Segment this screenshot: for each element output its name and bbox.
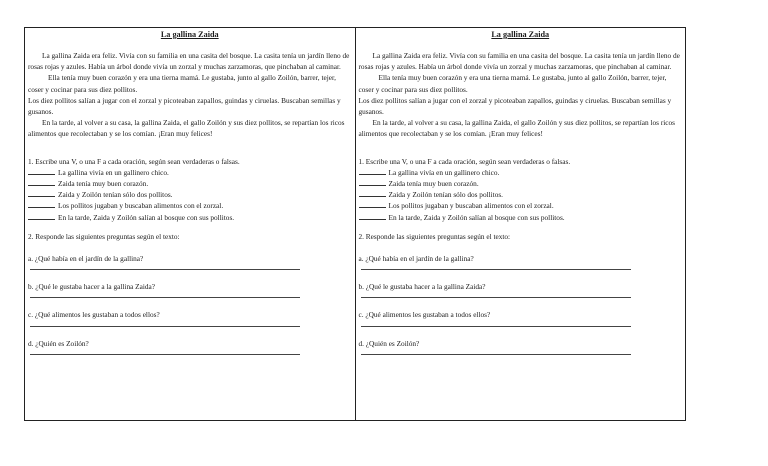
true-false-section <box>28 156 352 223</box>
question-text: d. ¿Quién es Zoilón? <box>28 338 89 348</box>
answer-blank[interactable] <box>28 200 55 208</box>
story-paragraph: Los diez pollitos salían a jugar con el zorzal y picoteaban zapallos, guindas y ciruelas. Buscaban semillas y gusanos. <box>28 95 341 117</box>
answer-line[interactable] <box>361 292 631 298</box>
answer-line[interactable] <box>361 264 631 270</box>
answer-line[interactable] <box>30 264 300 270</box>
true-false-statement: La gallina vivía en un gallinero chico. <box>58 167 169 177</box>
true-false-statement: Zaida tenía muy buen corazón. <box>58 179 149 189</box>
answer-blank[interactable] <box>359 200 386 208</box>
answer-blank[interactable] <box>359 178 386 186</box>
answer-line[interactable] <box>30 292 300 298</box>
question-item <box>359 309 683 326</box>
story-title: La gallina Zaida <box>160 30 219 39</box>
worksheet-left-column <box>25 28 355 420</box>
true-false-statement: Zaida y Zoilón tenían sólo dos pollitos. <box>388 190 504 200</box>
story-paragraph: La gallina Zaida era feliz. Vivía con su familia en una casita del bosque. La casita tenía un jardín lleno de rosas rojas y azules. Había un árbol donde vivía un zorzal y muchas zarzamoras, que pinchaban al caminar. <box>28 51 350 72</box>
story-paragraph: Los diez pollitos salían a jugar con el zorzal y picoteaban zapallos, guindas y ciruelas. Buscaban semillas y gusanos. <box>358 95 672 117</box>
story-paragraph: Ella tenía muy buen corazón y era una tierna mamá. Le gustaba, junto al gallo Zoilón, barrer, tejer, coser y cocinar para sus diez pollitos. <box>28 73 336 94</box>
true-false-item <box>359 189 683 200</box>
question-item <box>359 281 683 298</box>
answer-blank[interactable] <box>28 167 55 175</box>
answer-blank[interactable] <box>28 189 55 197</box>
questions-instruction: 2. Responde las siguientes preguntas según el texto: <box>358 231 511 241</box>
true-false-statement: En la tarde, Zaida y Zoilón salían al bosque con sus pollitos. <box>58 212 235 222</box>
story-paragraph: En la tarde, al volver a su casa, la gallina Zaida, el gallo Zoilón y sus diez pollitos, se repartían los ricos alimentos que recolectaban y se los comían. ¡Eran muy felices! <box>28 118 345 139</box>
questions-instruction: 2. Responde las siguientes preguntas según el texto: <box>28 231 180 241</box>
questions-section <box>28 231 352 355</box>
answer-blank[interactable] <box>28 212 55 220</box>
true-false-item <box>28 167 352 178</box>
true-false-item <box>359 167 683 178</box>
worksheet-sheet <box>24 27 686 421</box>
true-false-statement: Zaida y Zoilón tenían sólo dos pollitos. <box>58 190 173 200</box>
true-false-section <box>359 156 683 223</box>
true-false-item <box>28 178 352 189</box>
true-false-item <box>359 178 683 189</box>
question-text: c. ¿Qué alimentos les gustaban a todos ellos? <box>358 310 491 320</box>
true-false-statement: La gallina vivía en un gallinero chico. <box>388 167 500 177</box>
question-item <box>359 338 683 355</box>
true-false-instruction: 1. Escribe una V, o una F a cada oración, según sean verdaderas o falsas. <box>358 156 571 166</box>
question-text: a. ¿Qué había en el jardín de la gallina? <box>28 254 144 264</box>
story-text <box>28 50 352 140</box>
answer-blank[interactable] <box>28 178 55 186</box>
true-false-item <box>28 200 352 211</box>
question-item <box>28 309 352 326</box>
question-text: a. ¿Qué había en el jardín de la gallina? <box>358 254 474 264</box>
true-false-instruction: 1. Escribe una V, o una F a cada oración, según sean verdaderas o falsas. <box>28 156 240 166</box>
answer-line[interactable] <box>361 349 631 355</box>
answer-blank[interactable] <box>359 167 386 175</box>
question-text: c. ¿Qué alimentos les gustaban a todos ellos? <box>28 310 160 320</box>
true-false-item <box>28 189 352 200</box>
true-false-statement: Los pollitos jugaban y buscaban alimentos con el zorzal. <box>388 201 554 211</box>
story-title: La gallina Zaida <box>491 30 550 39</box>
story-paragraph: En la tarde, al volver a su casa, la gallina Zaida, el gallo Zoilón y sus diez pollitos, se repartían los ricos alimentos que recolectaban y se los comían. ¡Eran muy felices! <box>358 118 676 139</box>
question-item <box>28 281 352 298</box>
answer-line[interactable] <box>30 321 300 327</box>
answer-blank[interactable] <box>359 189 386 197</box>
true-false-statement: Los pollitos jugaban y buscaban alimentos con el zorzal. <box>58 201 224 211</box>
question-item <box>28 338 352 355</box>
true-false-statement: En la tarde, Zaida y Zoilón salían al bosque con sus pollitos. <box>388 212 565 222</box>
true-false-item <box>359 212 683 223</box>
question-text: b. ¿Qué le gustaba hacer a la gallina Zaida? <box>358 282 486 292</box>
story-text <box>359 50 683 140</box>
answer-blank[interactable] <box>359 212 386 220</box>
question-item <box>28 253 352 270</box>
story-paragraph: La gallina Zaida era feliz. Vivía con su familia en una casita del bosque. La casita tenía un jardín lleno de rosas rojas y azules. Había un árbol donde vivía un zorzal y muchas zarzamoras, que pinchaban al caminar. <box>358 51 680 72</box>
question-text: b. ¿Qué le gustaba hacer a la gallina Zaida? <box>28 282 156 292</box>
true-false-statement: Zaida tenía muy buen corazón. <box>388 179 479 189</box>
question-item <box>359 253 683 270</box>
questions-section <box>359 231 683 355</box>
true-false-item <box>28 212 352 223</box>
story-paragraph: Ella tenía muy buen corazón y era una tierna mamá. Le gustaba, junto al gallo Zoilón, barrer, tejer, coser y cocinar para sus diez pollitos. <box>358 73 667 94</box>
answer-line[interactable] <box>361 321 631 327</box>
answer-line[interactable] <box>30 349 300 355</box>
worksheet-right-column <box>355 28 686 420</box>
true-false-item <box>359 200 683 211</box>
question-text: d. ¿Quién es Zoilón? <box>358 338 420 348</box>
